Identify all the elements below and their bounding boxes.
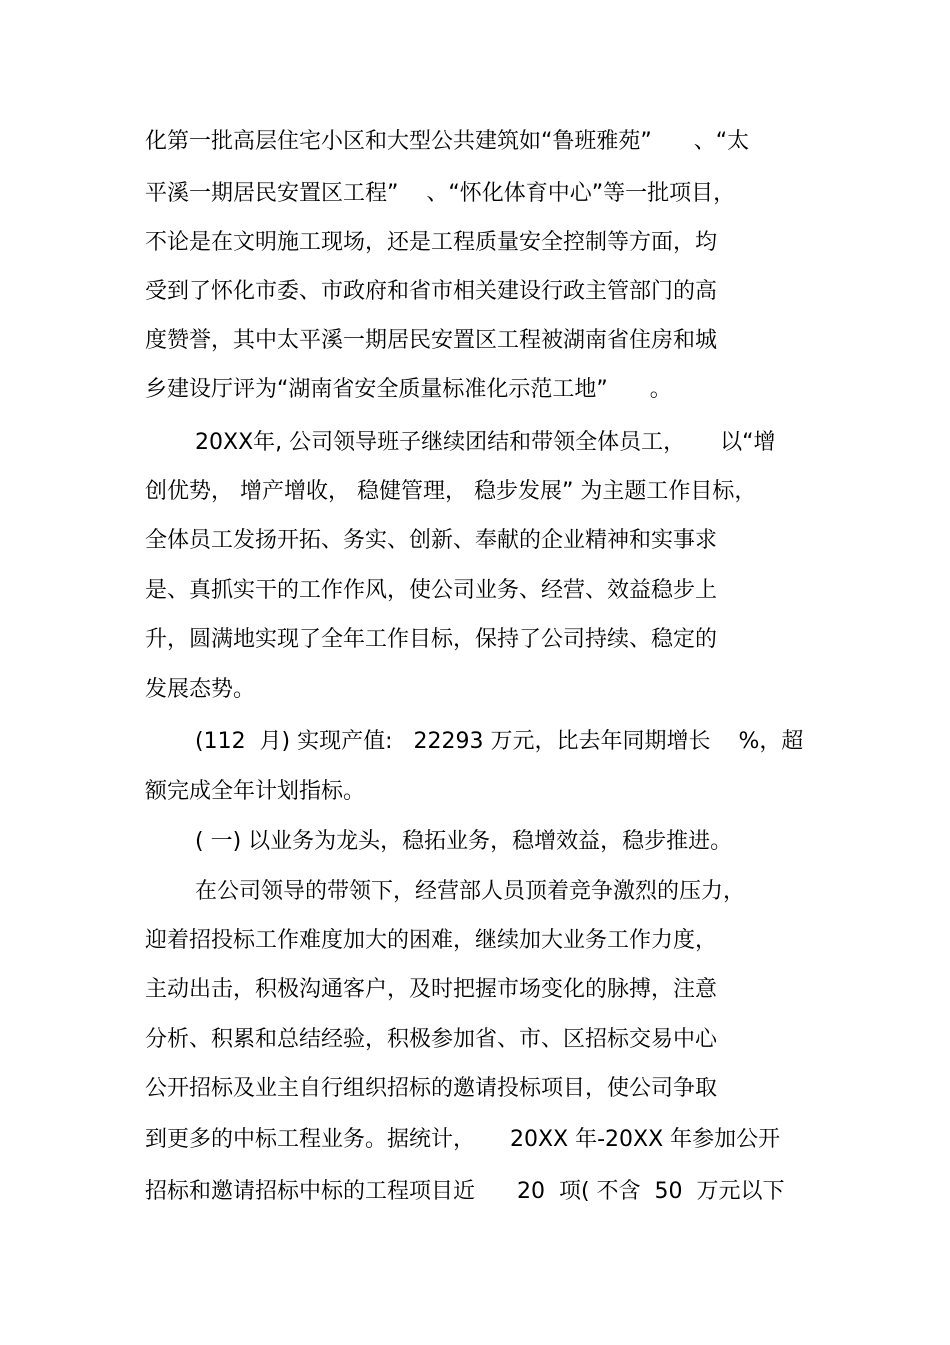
text-line: 主动出击，积极沟通客户，及时把握市场变化的脉搏，注意 <box>145 977 718 1002</box>
text-line: 创优势， 增产增收， 稳健管理， 稳步发展” 为主题工作目标， <box>145 479 757 504</box>
text-line: 发展态势。 <box>145 677 256 702</box>
text-line: 乡建设厅评为“湖南省安全质量标准化示范工地” 。 <box>145 377 672 402</box>
paragraph-first-line: (112 月) 实现产值: 22293 万元，比去年同期增长 %，超 <box>195 729 804 754</box>
text-line: 不论是在文明施工现场，还是工程质量安全控制等方面，均 <box>145 230 718 255</box>
section-heading: ( 一) 以业务为龙头，稳拓业务，稳增效益，稳步推进。 <box>195 829 733 854</box>
text-line: 全体员工发扬开拓、务实、创新、奉献的企业精神和实事求 <box>145 528 718 553</box>
text-line: 分析、积累和总结经验，积极参加省、市、区招标交易中心 <box>145 1027 718 1052</box>
text-line: 额完成全年计划指标。 <box>145 779 366 804</box>
text-line: 是、真抓实干的工作作风，使公司业务、经营、效益稳步上 <box>145 578 718 603</box>
text-line: 受到了怀化市委、市政府和省市相关建设行政主管部门的高 <box>145 279 718 304</box>
text-line: 到更多的中标工程业务。据统计， 20XX 年-20XX 年参加公开 <box>145 1127 781 1152</box>
text-line: 升，圆满地实现了全年工作目标，保持了公司持续、稳定的 <box>145 627 718 652</box>
text-line: 平溪一期居民安置区工程” 、“怀化体育中心”等一批项目， <box>145 181 736 206</box>
paragraph-first-line: 在公司领导的带领下，经营部人员顶着竞争激烈的压力， <box>195 879 746 904</box>
paragraph-first-line: 20XX年, 公司领导班子继续团结和带领全体员工， 以“增 <box>195 430 776 455</box>
text-line: 迎着招投标工作难度加大的困难，继续加大业务工作力度， <box>145 928 718 953</box>
text-line: 公开招标及业主自行组织招标的邀请投标项目，使公司争取 <box>145 1076 718 1101</box>
text-line: 度赞誉，其中太平溪一期居民安置区工程被湖南省住房和城 <box>145 328 718 353</box>
text-line: 招标和邀请招标中标的工程项目近 20 项( 不含 50 万元以下 <box>145 1179 785 1204</box>
text-line: 化第一批高层住宅小区和大型公共建筑如“鲁班雅苑” 、“太 <box>145 129 750 154</box>
